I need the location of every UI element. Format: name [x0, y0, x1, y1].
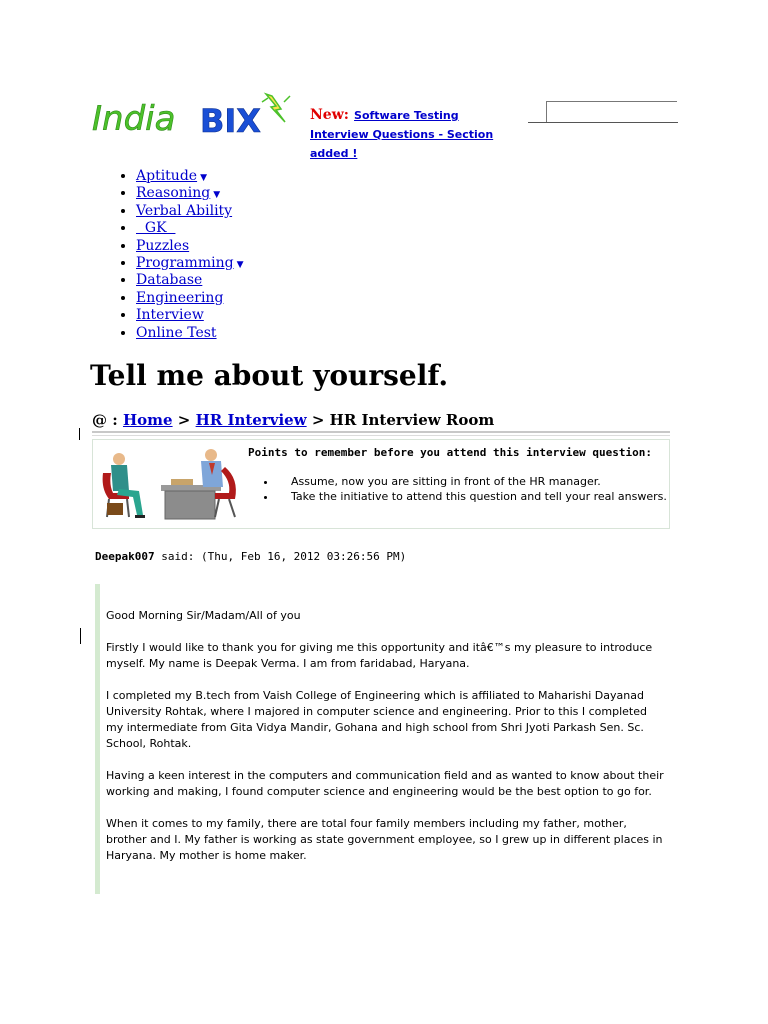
divider — [92, 435, 670, 436]
post-paragraph: I completed my B.tech from Vaish College of Engineering which is affiliated to Maharishi Dayanad University Rohtak, where I majored in computer science and engineering. Prior to this I completed my intermediate from Gita Vidya Mandir, Gohana and high school from Shri Jyoti Parkash Sen. Sc. School, Rohtak. — [106, 689, 647, 750]
nav-link-online-test[interactable]: Online Test — [136, 324, 217, 341]
text-cursor-mark — [79, 428, 80, 440]
breadcrumb-separator: > — [306, 411, 330, 429]
nav-link-interview[interactable]: Interview — [136, 307, 204, 324]
post-timestamp: said: (Thu, Feb 16, 2012 03:26:56 PM) — [154, 550, 407, 563]
new-announcement — [310, 104, 520, 161]
tip-item: • Take the initiative to attend this question and tell your real answers. — [277, 489, 667, 504]
nav-link-verbal-ability[interactable]: Verbal Ability — [136, 202, 233, 219]
breadcrumb-home-link[interactable]: Home — [122, 411, 173, 429]
nav-item-programming — [136, 255, 243, 272]
tips-heading: Points to remember before you attend this interview question: — [248, 446, 652, 459]
divider — [92, 431, 670, 433]
breadcrumb-current: HR Interview Room — [329, 411, 495, 429]
post-author[interactable]: Deepak007 — [95, 550, 155, 563]
dropdown-caret-icon[interactable]: ▼ — [200, 173, 207, 183]
nav-item-engineering — [136, 290, 243, 307]
post-paragraph: Good Morning Sir/Madam/All of you — [106, 609, 301, 622]
nav-item-aptitude — [136, 168, 243, 185]
nav-link-reasoning[interactable]: Reasoning — [136, 185, 211, 202]
interview-illustration — [99, 445, 244, 523]
main-nav — [112, 168, 243, 342]
new-section-link[interactable]: Software Testing Interview Questions - Section added ! — [310, 109, 494, 160]
nav-link-engineering[interactable]: Engineering — [136, 289, 224, 306]
nav-item-interview — [136, 307, 243, 324]
interview-tips-box — [92, 439, 670, 529]
nav-item-puzzles — [136, 238, 243, 255]
nav-link-gk[interactable]: GK — [136, 220, 176, 237]
dropdown-caret-icon[interactable]: ▼ — [236, 259, 244, 270]
nav-link-database[interactable]: Database — [136, 272, 203, 289]
logo-text-bix: BIX — [200, 102, 261, 140]
post-meta — [95, 550, 406, 563]
nav-link-aptitude[interactable]: Aptitude — [136, 168, 198, 184]
post-body — [106, 608, 666, 880]
logo-text-india: India — [92, 99, 176, 139]
nav-item-verbal-ability — [136, 203, 243, 220]
new-label: New: — [310, 107, 349, 123]
nav-link-puzzles[interactable]: Puzzles — [136, 237, 190, 254]
page-title: Tell me about yourself. — [90, 359, 449, 392]
post-paragraph: Firstly I would like to thank you for giving me this opportunity and itâ€™s my pleasure to introduce myself. My name is Deepak Verma. I am from faridabad, Haryana. — [106, 641, 653, 670]
search-underline — [528, 122, 678, 123]
breadcrumb-hr-interview-link[interactable]: HR Interview — [195, 411, 307, 429]
nav-link-programming[interactable]: Programming — [136, 254, 234, 271]
quote-bar — [95, 584, 100, 894]
post-paragraph: When it comes to my family, there are total four family members including my father, mother, brother and I. My father is working as state government employee, so I grew up in different places in Haryana. My mother is home maker. — [106, 817, 663, 862]
nav-item-reasoning — [136, 185, 243, 202]
breadcrumb-prefix: @ : — [92, 411, 123, 429]
tips-list — [263, 474, 667, 504]
search-input[interactable] — [546, 101, 677, 123]
dropdown-caret-icon[interactable]: ▼ — [213, 190, 221, 201]
nav-item-database — [136, 272, 243, 289]
tip-item: • Assume, now you are sitting in front of the HR manager. — [277, 474, 667, 489]
lightning-icon — [266, 94, 285, 122]
breadcrumb — [92, 411, 494, 429]
breadcrumb-separator: > — [172, 411, 196, 429]
post-paragraph: Having a keen interest in the computers and communication field and as wanted to know about their working and making, I found computer science and engineering would be the best option to go for. — [106, 769, 664, 798]
nav-item-online-test — [136, 325, 243, 342]
nav-item-gk — [136, 220, 243, 237]
text-cursor-mark — [80, 628, 81, 644]
indiabix-logo[interactable] — [90, 88, 295, 148]
